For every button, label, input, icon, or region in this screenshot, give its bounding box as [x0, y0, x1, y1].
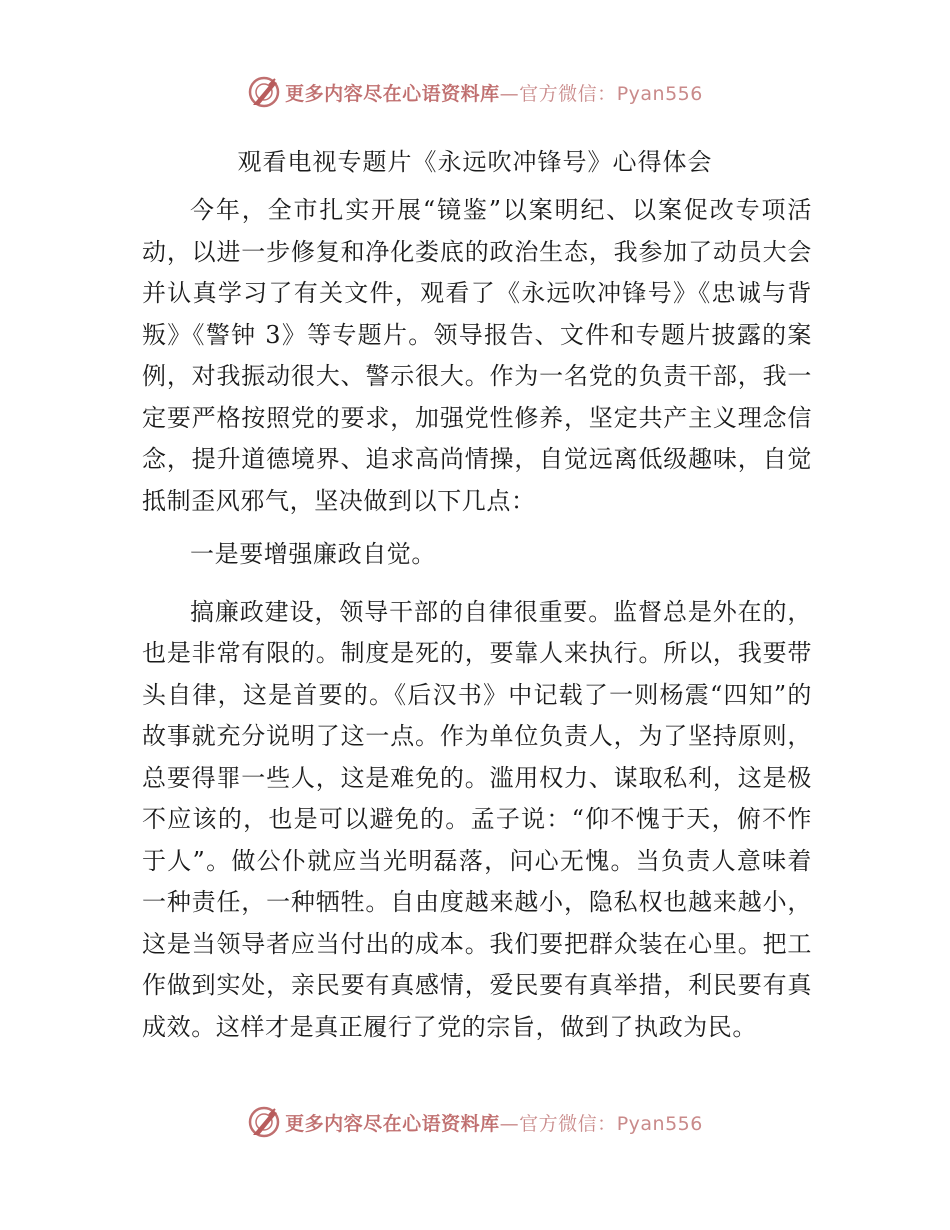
paragraph-intro: 今年，全市扎实开展“镜鉴”以案明纪、以案促改专项活动，以进一步修复和净化娄底的政治生态，我参加了动员大会并认真学习了有关文件，观看了《永远吹冲锋号》《忠诚与背叛》《警钟 3》等专题片。领导报告、文件和专题片披露的案例，对我振动很大、警示很大。作为一名党的负责干部，我一定要严格按照党的要求，加强党性修养，坚定共产主义理念信念，提升道德境界、追求高尚情操，自觉远离低级趣味，自觉抵制歪风邪气，坚决做到以下几点： [142, 196, 812, 515]
banner-text [285, 1109, 703, 1136]
banner-separator: — [499, 82, 520, 105]
quill-pen-logo-icon [247, 75, 281, 109]
banner-wechat-label: 官方微信： [519, 82, 617, 105]
document-body [142, 190, 812, 1060]
paragraph-point-heading: 一是要增强廉政自觉。 [190, 540, 436, 568]
quill-pen-logo-icon [247, 1105, 281, 1139]
banner-site-name: 更多内容尽在心语资料库 [285, 82, 500, 105]
banner-wechat-id: Pyan556 [616, 1112, 703, 1135]
banner-wechat-label: 官方微信： [519, 1112, 617, 1135]
banner-wechat-id: Pyan556 [616, 82, 703, 105]
document-title: 观看电视专题片《永远吹冲锋号》心得体会 [237, 148, 713, 176]
paragraph-point-body: 搞廉政建设，领导干部的自律很重要。监督总是外在的，也是非常有限的。制度是死的，要靠人来执行。所以，我要带头自律，这是首要的。《后汉书》中记载了一则杨震“四知”的故事就充分说明了这一点。作为单位负责人，为了坚持原则，总要得罪一些人，这是难免的。滥用权力、谋取私利，这是极不应该的，也是可以避免的。孟子说：“仰不愧于天，俯不怍于人”。做公仆就应当光明磊落，问心无愧。当负责人意味着一种责任，一种牺牲。自由度越来越小，隐私权也越来越小，这是当领导者应当付出的成本。我们要把群众装在心里。把工作做到实处，亲民要有真感情，爱民要有真举措，利民要有真成效。这样才是真正履行了党的宗旨，做到了执政为民。 [142, 597, 812, 1041]
footer-banner [0, 1102, 950, 1142]
header-banner [0, 72, 950, 112]
banner-text [285, 79, 703, 106]
banner-separator: — [499, 1112, 520, 1135]
banner-site-name: 更多内容尽在心语资料库 [285, 1112, 500, 1135]
